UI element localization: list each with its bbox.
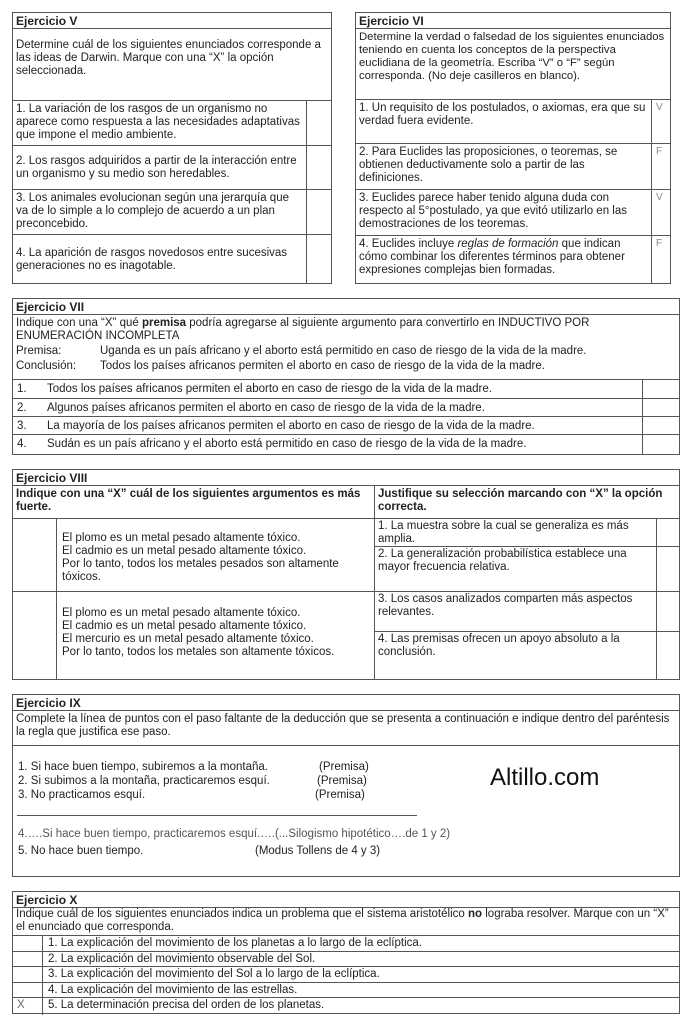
option-2: 2. La generalización probabilística establece una mayor frecuencia relativa. — [378, 548, 627, 573]
premisa-line: Premisa: Uganda es un país africano y el aborto está permitido en caso de riesgo de la vida de la madre. — [16, 345, 587, 357]
ejercicio-viii-title: Ejercicio VIII — [13, 470, 679, 486]
conclusion-line: Conclusión: Todos los países africanos permiten el aborto en caso de riesgo de la vida de la madre. — [16, 360, 545, 372]
ejercicio-ix-title: Ejercicio IX — [13, 695, 679, 711]
answer-box[interactable]: X — [13, 998, 43, 1015]
item-text: 2. Los rasgos adquiridos a partir de la interacción entre un organismo y su medio son heredables. — [13, 146, 307, 189]
list-item — [13, 398, 679, 416]
list-item — [13, 100, 331, 145]
step-2: 2. Si subimos a la montaña, practicaremos esquí. (Premisa) — [18, 775, 367, 787]
step-3: 3. No practicamos esquí. (Premisa) — [18, 789, 365, 801]
item-text: Algunos países africanos permiten el aborto en caso de riesgo de la vida de la madre. — [45, 399, 643, 416]
list-item — [356, 235, 670, 284]
list-item — [356, 143, 670, 189]
answer-box[interactable] — [645, 417, 679, 434]
ejercicio-vi-title: Ejercicio VI — [356, 13, 670, 29]
ejercicio-v-intro: Determine cuál de los siguientes enunciados corresponde a las ideas de Darwin. Marque con una “X” la opción seleccionada. — [16, 39, 321, 77]
answer-box[interactable] — [645, 435, 679, 455]
answer-box[interactable]: F — [656, 146, 663, 157]
step-1: 1. Si hace buen tiempo, subiremos a la montaña. (Premisa) — [18, 761, 369, 773]
list-item — [13, 416, 679, 434]
ejercicio-x-intro: Indique cuál de los siguientes enunciados indica un problema que el sistema aristotélico no lograba resolver. Marque con un “X” el enunciado que corresponda. — [16, 908, 669, 933]
answer-box[interactable] — [13, 936, 43, 952]
answer-box[interactable] — [307, 190, 331, 234]
ejercicio-viii — [12, 469, 680, 680]
item-text: 4. Euclides incluye reglas de formación que indican cómo combinar los diferentes términos para obtener expresiones complejas bien formadas. — [356, 236, 652, 284]
watermark: Altillo.com — [490, 764, 600, 791]
left-header: Indique con una “X” cuál de los siguientes argumentos es más fuerte. — [16, 488, 361, 513]
list-item — [13, 966, 679, 982]
list-item — [13, 982, 679, 997]
list-item — [13, 145, 331, 189]
list-item — [13, 951, 679, 966]
answer-box[interactable]: V — [656, 192, 663, 203]
list-item — [13, 189, 331, 234]
answer-box[interactable] — [13, 967, 43, 983]
item-text: Todos los países africanos permiten el aborto en caso de riesgo de la vida de la madre. — [45, 380, 643, 398]
option-1: 1. La muestra sobre la cual se generaliza es más amplia. — [378, 520, 629, 545]
item-text: 3. Euclides parece haber tenido alguna duda con respecto al 5°postulado, ya que evitó utilizarlo en las demostraciones de los teoremas. — [356, 190, 652, 235]
item-number: 4. — [17, 438, 27, 450]
item-text: 1. Un requisito de los postulados, o axiomas, era que su verdad fuera evidente. — [356, 100, 652, 143]
option-3: 3. Los casos analizados comparten más aspectos relevantes. — [378, 593, 633, 618]
list-item — [13, 379, 679, 398]
ejercicio-vi — [355, 12, 671, 284]
argument-1: El plomo es un metal pesado altamente tóxico. El cadmio es un metal pesado altamente tóxico. Por lo tanto, todos los metales pesados son altamente tóxicos. — [62, 532, 339, 583]
item-number: 3. — [17, 420, 27, 432]
item-number: 1. — [17, 383, 27, 395]
item-text: 3. Los animales evolucionan según una jerarquía que va de lo simple a lo complejo de acuerdo a un plan preconcebido. — [13, 190, 307, 234]
argument-2: El plomo es un metal pesado altamente tóxico. El cadmio es un metal pesado altamente tóxico. El mercurio es un metal pesado altamente tóxico. Por lo tanto, todos los metales son altamente tóxicos. — [62, 607, 335, 658]
list-item — [13, 935, 679, 951]
item-text: 1. La variación de los rasgos de un organismo no aparece como respuesta a las necesidades adaptativas que impone el medio ambiente. — [13, 101, 307, 145]
step-5: 5. No hace buen tiempo. (Modus Tollens de 4 y 3) — [18, 845, 381, 857]
divider — [17, 815, 417, 816]
answer-box[interactable] — [307, 101, 331, 145]
list-item — [13, 434, 679, 455]
ejercicio-vi-intro: Determine la verdad o falsedad de los siguientes enunciados teniendo en cuenta los conceptos de la perspectiva euclidiana de la geometría. Escriba “V” o “F” según corresponda. (No deje casilleros en blanco). — [359, 31, 665, 82]
item-text: La mayoría de los países africanos permiten el aborto en caso de riesgo de la vida de la madre. — [45, 417, 643, 434]
answer-box[interactable] — [645, 380, 679, 398]
item-text: 5. La determinación precisa del orden de los planetas. — [48, 999, 325, 1011]
answer-box[interactable] — [307, 235, 331, 284]
right-header: Justifique su selección marcando con “X” la opción correcta. — [378, 488, 663, 513]
ejercicio-ix-intro: Complete la línea de puntos con el paso faltante de la deducción que se presenta a continuación e indique dentro del paréntesis la regla que justifica ese paso. — [16, 713, 670, 738]
list-item — [13, 997, 679, 1014]
item-text: 3. La explicación del movimiento del Sol a lo largo de la eclíptica. — [48, 968, 380, 980]
item-text: 4. La aparición de rasgos novedosos entre sucesivas generaciones no es inagotable. — [13, 235, 307, 284]
item-text: Sudán es un país africano y el aborto está permitido en caso de riesgo de la vida de la madre. — [45, 435, 643, 455]
ejercicio-vii-intro: Indique con una “X” qué premisa podría agregarse al siguiente argumento para convertirlo en INDUCTIVO POR ENUMERACIÓN INCOMPLETA — [16, 317, 590, 342]
ejercicio-x — [12, 891, 680, 1014]
list-item — [356, 99, 670, 143]
item-text: 2. Para Euclides las proposiciones, o teoremas, se obtienen deductivamente solo a partir de las definiciones. — [356, 144, 652, 189]
ejercicio-x-title: Ejercicio X — [13, 892, 679, 908]
item-text: 1. La explicación del movimiento de los planetas a lo largo de la eclíptica. — [48, 937, 422, 949]
answer-box[interactable]: F — [656, 238, 663, 249]
list-item — [356, 189, 670, 235]
answer-box[interactable]: V — [656, 102, 663, 113]
answer-box[interactable] — [13, 952, 43, 967]
answer-box[interactable] — [307, 146, 331, 189]
list-item — [13, 234, 331, 284]
item-number: 2. — [17, 402, 27, 414]
ejercicio-v-title: Ejercicio V — [13, 13, 331, 29]
answer-box[interactable] — [645, 399, 679, 416]
step-4[interactable]: 4.….Si hace buen tiempo, practicaremos esquí.….(...Silogismo hipotético….de 1 y 2) — [18, 828, 451, 840]
ejercicio-v — [12, 12, 332, 284]
item-text: 2. La explicación del movimiento observable del Sol. — [48, 953, 316, 965]
option-4: 4. Las premisas ofrecen un apoyo absoluto a la conclusión. — [378, 633, 620, 658]
item-text: 4. La explicación del movimiento de las estrellas. — [48, 984, 298, 996]
answer-box[interactable] — [13, 983, 43, 998]
ejercicio-vii — [12, 298, 680, 455]
ejercicio-vii-title: Ejercicio VII — [13, 299, 679, 315]
